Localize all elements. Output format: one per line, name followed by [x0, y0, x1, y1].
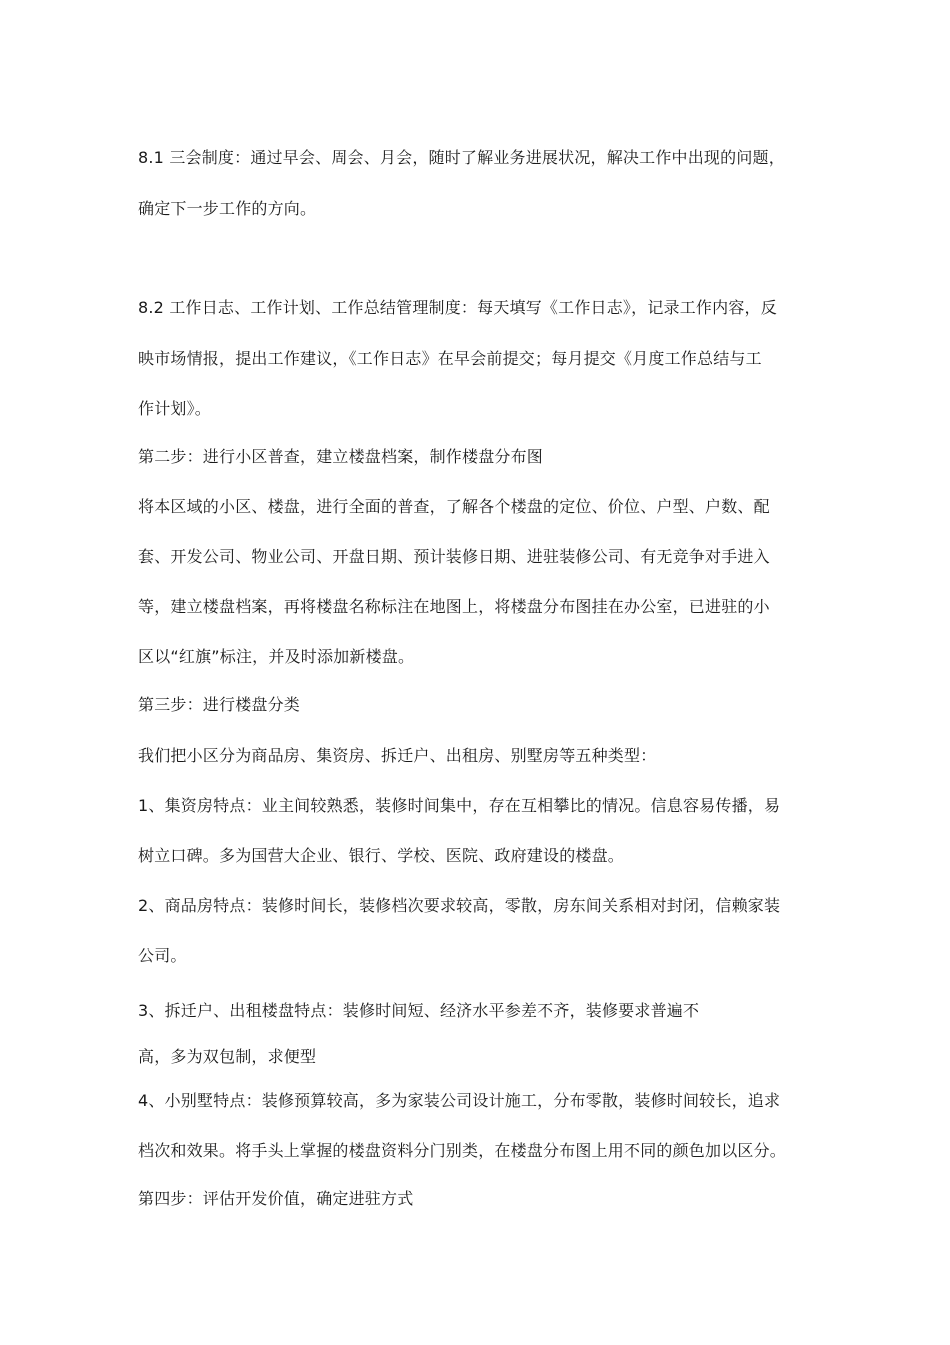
text-line: 3、拆迁户、出租楼盘特点：装修时间短、经济水平参差不齐，装修要求普遍不	[138, 1001, 700, 1020]
text-line: 套、开发公司、物业公司、开盘日期、预计装修日期、进驻装修公司、有无竞争对手进入	[138, 547, 770, 566]
section-heading: 第三步：进行楼盘分类	[138, 695, 301, 714]
text-line: 树立口碑。多为国营大企业、银行、学校、医院、政府建设的楼盘。	[138, 846, 625, 865]
text-line: 确定下一步工作的方向。	[138, 199, 317, 218]
section-heading: 第四步：评估开发价值，确定进驻方式	[138, 1189, 414, 1208]
text-line: 1、集资房特点：业主间较熟悉，装修时间集中，存在互相攀比的情况。信息容易传播，易	[138, 796, 781, 815]
text-line: 8.2 工作日志、工作计划、工作总结管理制度：每天填写《工作日志》，记录工作内容，反	[138, 298, 777, 317]
text-line: 8.1 三会制度：通过早会、周会、月会，随时了解业务进展状况，解决工作中出现的问题，	[138, 148, 785, 167]
text-line: 我们把小区分为商品房、集资房、拆迁户、出租房、别墅房等五种类型：	[138, 746, 657, 765]
text-line: 高，多为双包制，求便型	[138, 1047, 317, 1066]
section-heading: 第二步：进行小区普查，建立楼盘档案，制作楼盘分布图	[138, 447, 544, 466]
text-line: 档次和效果。将手头上掌握的楼盘资料分门别类，在楼盘分布图上用不同的颜色加以区分。	[138, 1141, 787, 1160]
text-line: 区以“红旗”标注，并及时添加新楼盘。	[138, 647, 415, 666]
text-line: 2、商品房特点：装修时间长，装修档次要求较高，零散，房东间关系相对封闭，信赖家装	[138, 896, 781, 915]
text-line: 4、小别墅特点：装修预算较高，多为家装公司设计施工，分布零散，装修时间较长，追求	[138, 1091, 781, 1110]
text-line: 映市场情报，提出工作建议，《工作日志》在早会前提交；每月提交《月度工作总结与工	[138, 349, 762, 368]
text-line: 等，建立楼盘档案，再将楼盘名称标注在地图上，将楼盘分布图挂在办公室，已进驻的小	[138, 597, 770, 616]
text-line: 作计划》。	[138, 399, 212, 418]
text-line: 公司。	[138, 946, 187, 965]
text-line: 将本区域的小区、楼盘，进行全面的普查，了解各个楼盘的定位、价位、户型、户数、配	[138, 497, 770, 516]
